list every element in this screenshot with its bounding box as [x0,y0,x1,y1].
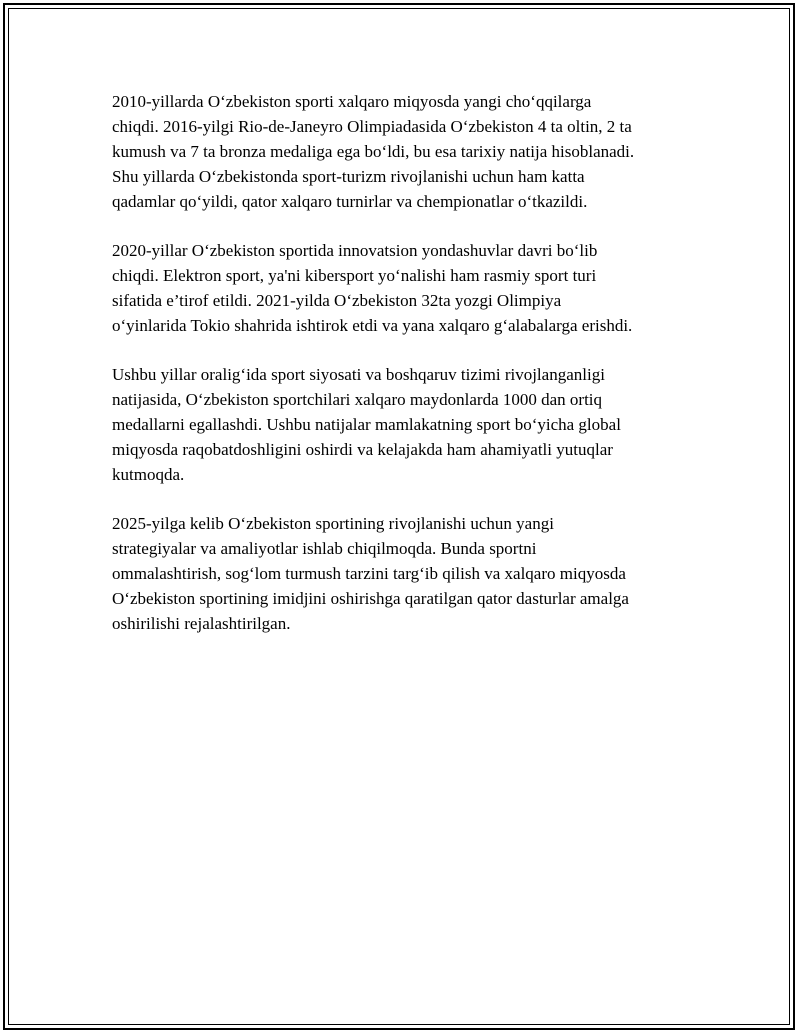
paragraph-line: miqyosda raqobatdoshligini oshirdi va kelajakda ham ahamiyatli yutuqlar [112,440,613,459]
paragraph-line: chiqdi. Elektron sport, ya'ni kibersport yo‘nalishi ham rasmiy sport turi [112,266,597,285]
paragraph-2010s [112,89,692,214]
paragraph-line: 2010-yillarda O‘zbekiston sporti xalqaro miqyosda yangi cho‘qqilarga [112,92,592,111]
paragraph-2025 [112,511,692,636]
paragraph-line: o‘yinlarida Tokio shahrida ishtirok etdi va yana xalqaro g‘alabalarga erishdi. [112,316,633,335]
paragraph-line: kumush va 7 ta bronza medaliga ega bo‘ldi, bu esa tarixiy natija hisoblanadi. [112,142,635,161]
paragraph-line: sifatida e’tirof etildi. 2021-yilda O‘zbekiston 32ta yozgi Olimpiya [112,291,562,310]
paragraph-line: kutmoqda. [112,465,185,484]
paragraph-2020s [112,238,692,338]
paragraph-line: qadamlar qo‘yildi, qator xalqaro turnirlar va chempionatlar o‘tkazildi. [112,192,588,211]
paragraph-line: medallarni egallashdi. Ushbu natijalar mamlakatning sport bo‘yicha global [112,415,621,434]
document-body [112,89,692,660]
paragraph-policy [112,362,692,487]
paragraph-line: strategiyalar va amaliyotlar ishlab chiqilmoqda. Bunda sportni [112,539,537,558]
paragraph-line: natijasida, O‘zbekiston sportchilari xalqaro maydonlarda 1000 dan ortiq [112,390,603,409]
paragraph-line: ommalashtirish, sog‘lom turmush tarzini targ‘ib qilish va xalqaro miqyosda [112,564,626,583]
paragraph-line: Shu yillarda O‘zbekistonda sport-turizm rivojlanishi uchun ham katta [112,167,585,186]
paragraph-line: chiqdi. 2016-yilgi Rio-de-Janeyro Olimpiadasida O‘zbekiston 4 ta oltin, 2 ta [112,117,632,136]
paragraph-line: 2025-yilga kelib O‘zbekiston sportining rivojlanishi uchun yangi [112,514,554,533]
paragraph-line: Ushbu yillar oralig‘ida sport siyosati va boshqaruv tizimi rivojlanganligi [112,365,605,384]
paragraph-line: 2020-yillar O‘zbekiston sportida innovatsion yondashuvlar davri bo‘lib [112,241,598,260]
paragraph-line: oshirilishi rejalashtirilgan. [112,614,291,633]
paragraph-line: O‘zbekiston sportining imidjini oshirishga qaratilgan qator dasturlar amalga [112,589,629,608]
